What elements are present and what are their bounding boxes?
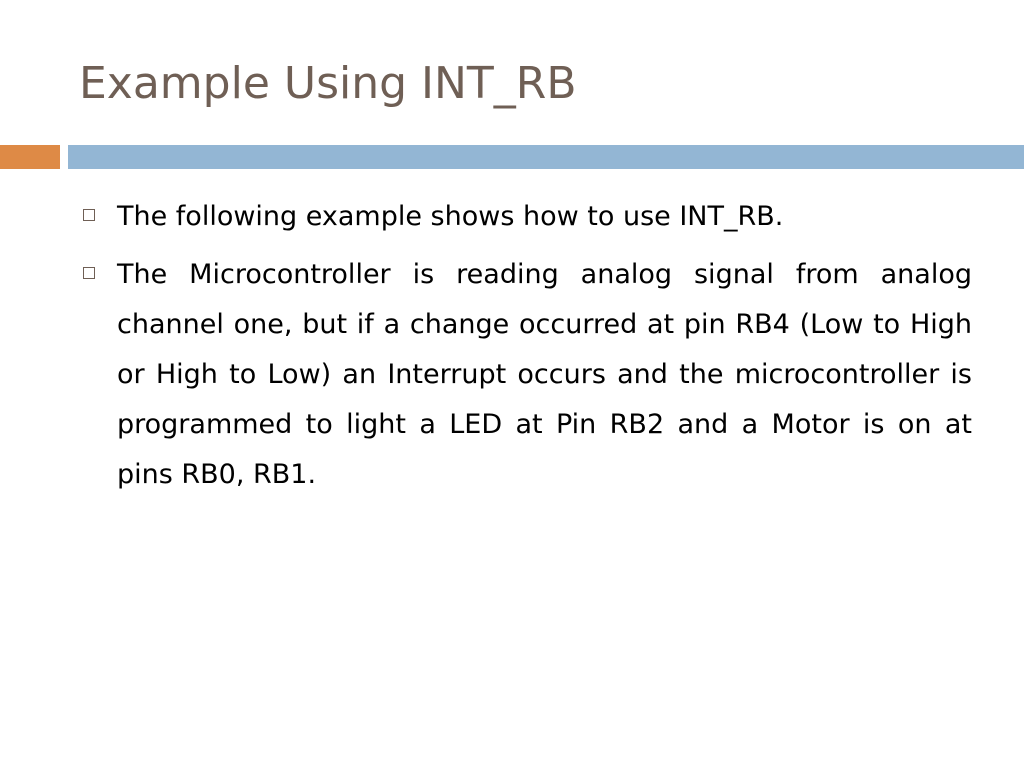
bullet-text: The Microcontroller is reading analog signal from analog channel one, but if a change occurred at pin RB4 (Low to High or High to Low) an Interrupt occurs and the microcontroller is programmed to light a LED at Pin RB2 and a Motor is on at pins RB0, RB1. <box>117 259 972 490</box>
bullet-item <box>80 250 972 500</box>
bullet-text: The following example shows how to use INT_RB. <box>117 201 784 232</box>
title-divider-bar <box>68 145 1024 169</box>
bullet-item <box>80 192 972 242</box>
slide-title: Example Using INT_RB <box>79 58 577 109</box>
title-accent-bar <box>0 145 60 169</box>
square-bullet-icon <box>83 267 95 279</box>
square-bullet-icon <box>83 209 95 221</box>
bullet-list <box>80 192 972 508</box>
